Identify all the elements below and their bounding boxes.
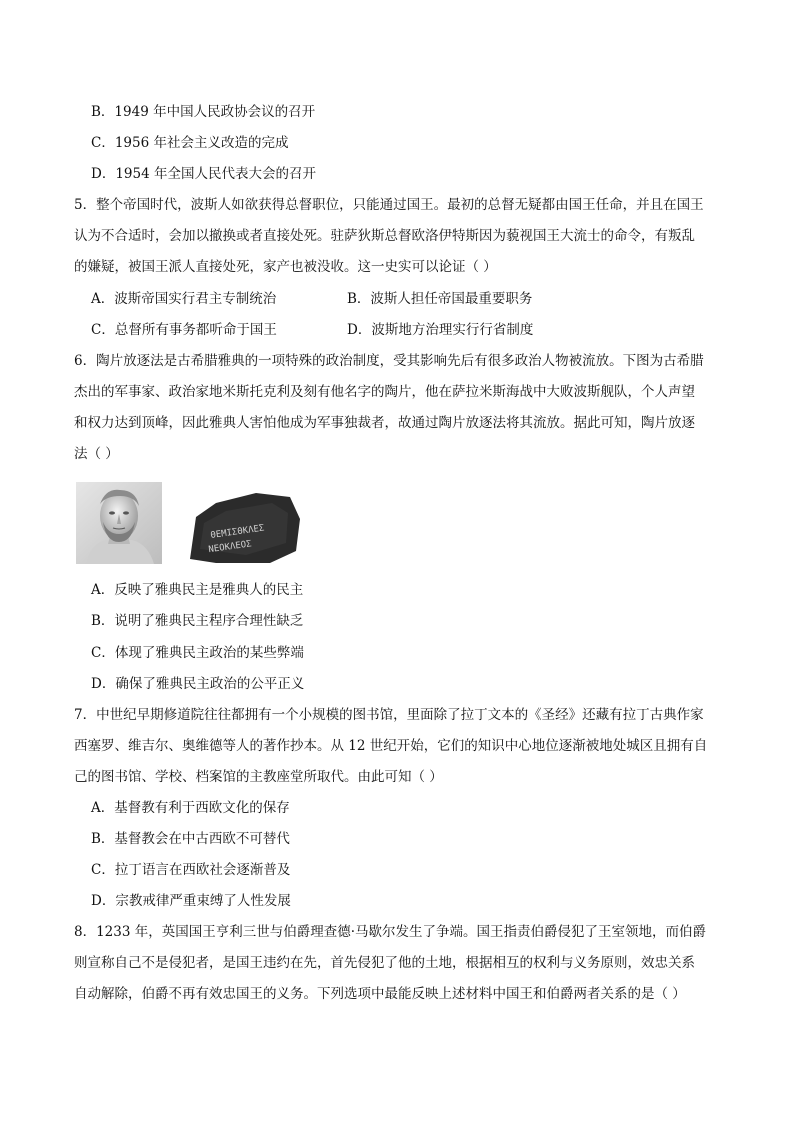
themistocles-bust-image bbox=[76, 482, 162, 564]
q5-option-c: C．总督所有事务都听命于国王 bbox=[91, 322, 277, 338]
q7-stem-line-2: 西塞罗、维吉尔、奥维德等人的著作抄本。从 12 世纪开始，它们的知识中心地位逐渐被地处城区且拥有自 bbox=[74, 738, 708, 754]
q7-stem-line-1: 7．中世纪早期修道院往往都拥有一个小规模的图书馆，里面除了拉丁文本的《圣经》还藏有拉丁古典作家 bbox=[74, 707, 704, 723]
q8-stem-line-1: 8．1233 年，英国国王亨利三世与伯爵理查德·马歇尔发生了争端。国王指责伯爵侵犯了王室领地，而伯爵 bbox=[74, 924, 707, 940]
q6-stem-line-4: 法（ ） bbox=[74, 446, 119, 462]
q5-stem-line-2: 认为不合适时，会加以撤换或者直接处死。驻萨狄斯总督欧洛伊特斯因为藐视国王大流士的命令，有叛乱 bbox=[74, 228, 695, 244]
ostracon-shard-image bbox=[186, 489, 306, 564]
q6-stem-line-2: 杰出的军事家、政治家地米斯托克利及刻有他名字的陶片，他在萨拉米斯海战中大败波斯舰队，个人声望 bbox=[74, 384, 695, 400]
shard-inscription-line-2: NEOKΛEOΣ bbox=[207, 539, 253, 556]
q7-option-d: D．宗教戒律严重束缚了人性发展 bbox=[91, 893, 291, 909]
q6-option-c: C．体现了雅典民主政治的某些弊端 bbox=[91, 645, 304, 661]
q5-option-b: B．波斯人担任帝国最重要职务 bbox=[347, 291, 533, 307]
q6-option-d: D．确保了雅典民主政治的公平正义 bbox=[91, 676, 305, 692]
q5-stem-line-3: 的嫌疑，被国王派人直接处死，家产也被没收。这一史实可以论证（ ） bbox=[74, 259, 497, 275]
q5-option-a: A．波斯帝国实行君主专制统治 bbox=[91, 291, 277, 307]
q7-option-b: B．基督教会在中古西欧不可替代 bbox=[91, 831, 290, 847]
q7-option-c: C．拉丁语言在西欧社会逐渐普及 bbox=[91, 862, 291, 878]
q4-option-b: B．1949 年中国人民政协会议的召开 bbox=[91, 104, 316, 120]
q6-stem-line-3: 和权力达到顶峰，因此雅典人害怕他成为军事独裁者，故通过陶片放逐法将其流放。据此可知，陶片放逐 bbox=[74, 415, 695, 431]
q6-option-a: A．反映了雅典民主是雅典人的民主 bbox=[91, 582, 304, 598]
q4-option-c: C．1956 年社会主义改造的完成 bbox=[91, 135, 289, 151]
q5-option-d: D．波斯地方治理实行行省制度 bbox=[347, 322, 534, 338]
shard-inscription-line-1: ΘEMIΣΘΚΛEΣ bbox=[209, 523, 265, 541]
q8-stem-line-2: 则宣称自己不是侵犯者，是国王违约在先，首先侵犯了他的土地，根据相互的权利与义务原则，效忠关系 bbox=[74, 955, 695, 971]
q4-option-d: D．1954 年全国人民代表大会的召开 bbox=[91, 166, 316, 182]
q6-stem-line-1: 6．陶片放逐法是古希腊雅典的一项特殊的政治制度，受其影响先后有很多政治人物被流放。下图为古希腊 bbox=[74, 353, 704, 369]
q7-option-a: A．基督教有利于西欧文化的保存 bbox=[91, 800, 290, 816]
q7-stem-line-3: 己的图书馆、学校、档案馆的主教座堂所取代。由此可知（ ） bbox=[74, 769, 443, 785]
q8-stem-line-3: 自动解除，伯爵不再有效忠国王的义务。下列选项中最能反映上述材料中国王和伯爵两者关系的是（ ） bbox=[74, 986, 686, 1002]
q6-option-b: B．说明了雅典民主程序合理性缺乏 bbox=[91, 613, 304, 629]
q5-stem-line-1: 5．整个帝国时代，波斯人如欲获得总督职位，只能通过国王。最初的总督无疑都由国王任命，并且在国王 bbox=[74, 197, 704, 213]
